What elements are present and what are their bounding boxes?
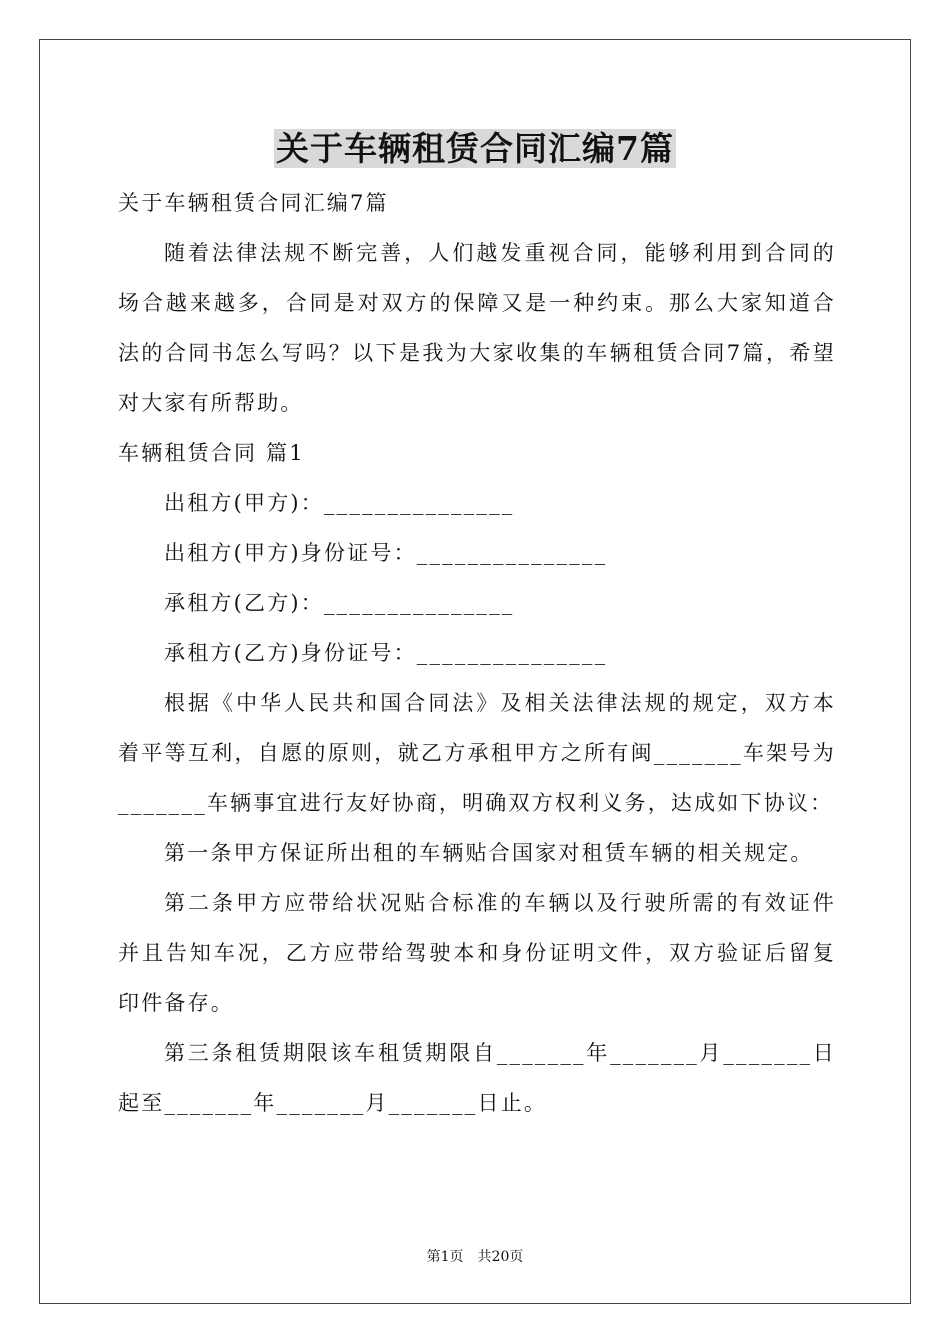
document-subtitle: 关于车辆租赁合同汇编7篇	[118, 191, 389, 215]
document-body	[118, 178, 836, 1128]
page-footer: 第1页 共20页	[426, 1249, 524, 1265]
article-3: 第三条租赁期限该车租赁期限自_______年_______月_______日起至_______年_______月_______日止。	[118, 1041, 836, 1115]
intro-paragraph: 随着法律法规不断完善，人们越发重视合同，能够利用到合同的场合越来越多，合同是对双方的保障又是一种约束。那么大家知道合法的合同书怎么写吗？以下是我为大家收集的车辆租赁合同7篇，希望对大家有所帮助。	[118, 241, 836, 415]
article-2: 第二条甲方应带给状况贴合标准的车辆以及行驶所需的有效证件并且告知车况，乙方应带给驾驶本和身份证明文件，双方验证后留复印件备存。	[118, 891, 836, 1015]
lessee-id-field: 承租方(乙方)身份证号：_______________	[164, 641, 608, 665]
article-1: 第一条甲方保证所出租的车辆贴合国家对租赁车辆的相关规定。	[164, 841, 814, 865]
document-title-text: 关于车辆租赁合同汇编7篇	[276, 129, 674, 168]
section-heading: 车辆租赁合同 篇1	[118, 441, 305, 465]
lessee-field: 承租方(乙方)：_______________	[164, 591, 515, 615]
lessor-field: 出租方(甲方)：_______________	[164, 491, 515, 515]
contract-preamble: 根据《中华人民共和国合同法》及相关法律法规的规定，双方本着平等互利，自愿的原则，就乙方承租甲方之所有闽_______车架号为_______车辆事宜进行友好协商，明确双方权利义务，达成如下协议：	[118, 691, 836, 815]
lessor-id-field: 出租方(甲方)身份证号：_______________	[164, 541, 608, 565]
document-title	[0, 128, 950, 170]
